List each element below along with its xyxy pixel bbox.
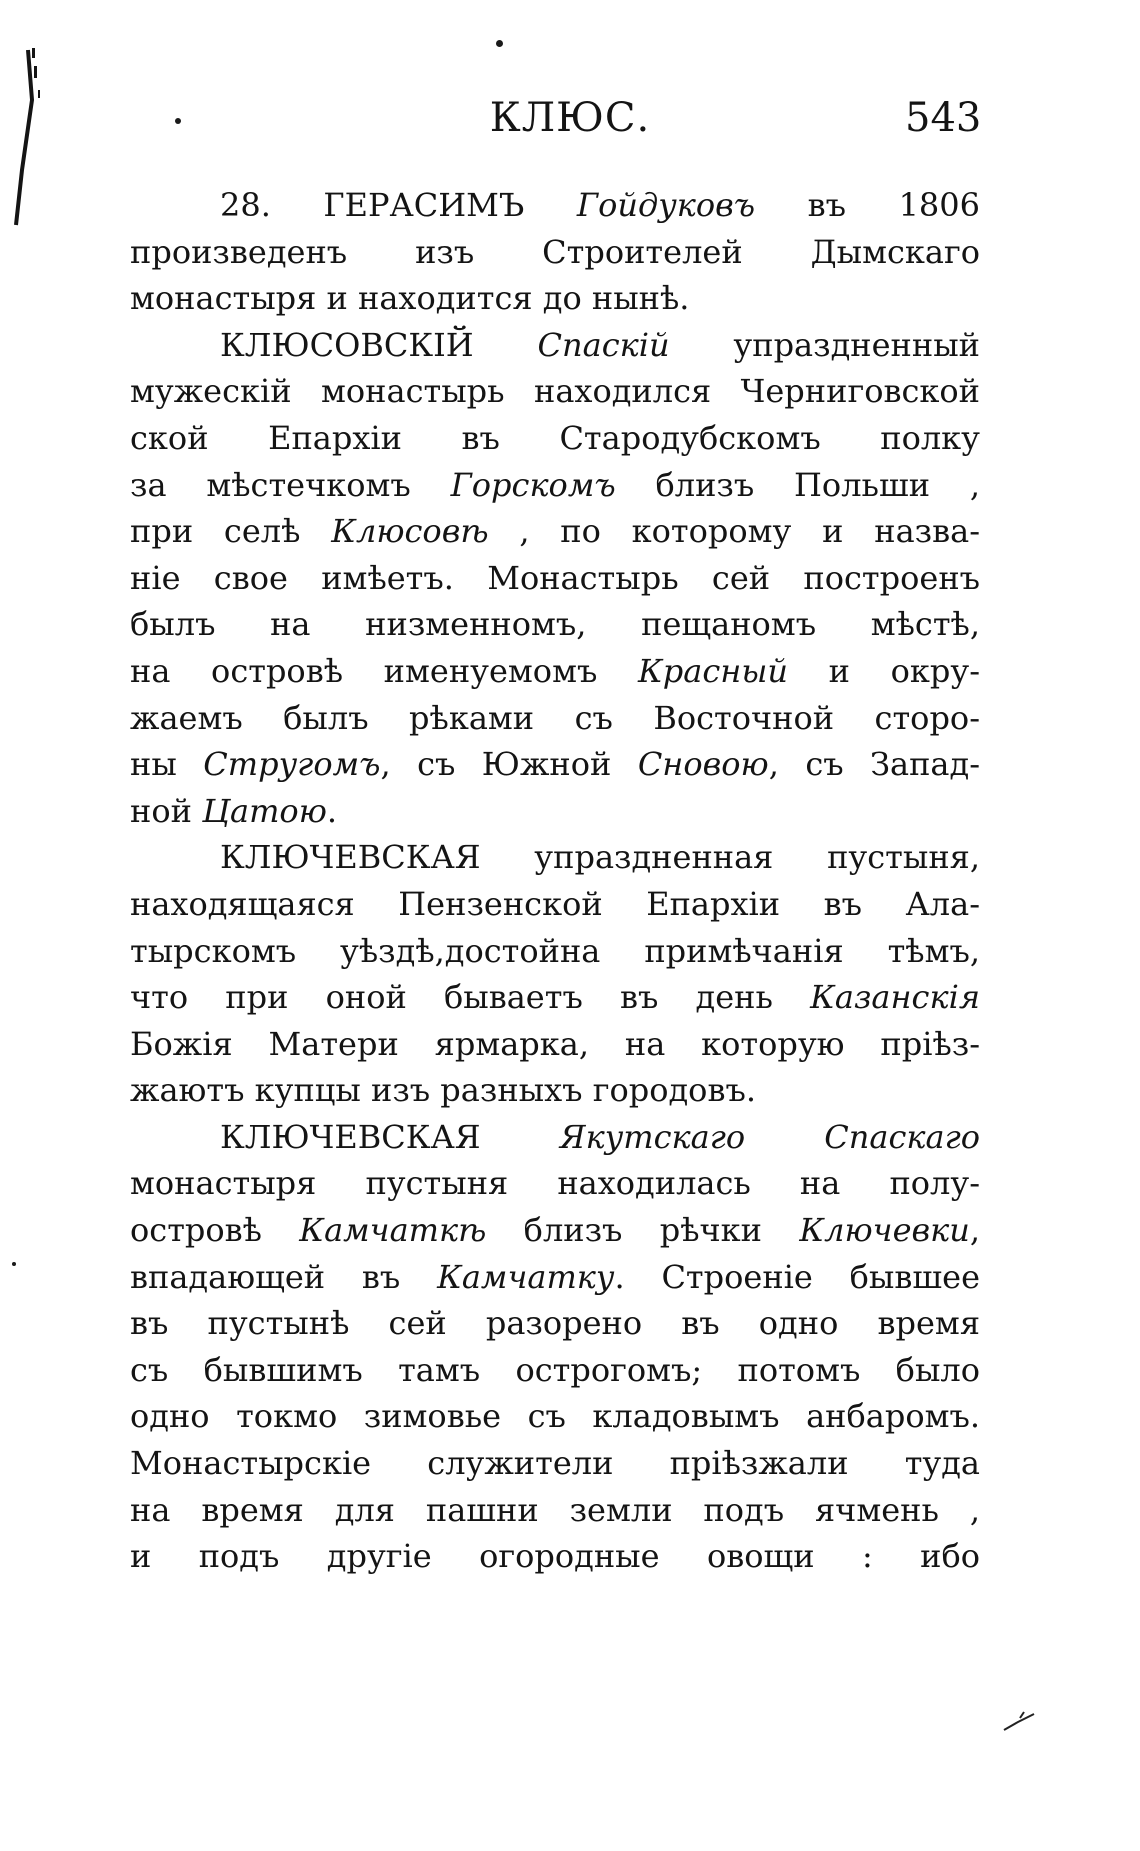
text-line: впадающей въ Камчатку. Строеніе бывшее xyxy=(130,1257,980,1296)
text-line: ны Стругомъ, съ Южной Сновою, съ Запад- xyxy=(130,745,980,784)
text-line: съ бывшимъ тамъ острогомъ; потомъ было xyxy=(130,1350,980,1389)
text-line: что при оной бываетъ въ день Казанскія xyxy=(130,978,980,1017)
text-line: КЛЮЧЕВСКАЯ упраздненная пустыня, xyxy=(220,838,980,877)
text-line: жаютъ купцы изъ разныхъ городовъ. xyxy=(130,1071,756,1110)
text-line: на время для пашни земли подъ ячмень , xyxy=(130,1490,980,1529)
text-line: Божія Матери ярмарка, на которую пріѣз- xyxy=(130,1024,980,1063)
text-line: островѣ Камчаткѣ близъ рѣчки Ключевки, xyxy=(130,1211,980,1250)
text-line: монастыря и находится до нынѣ. xyxy=(130,279,690,318)
text-line: находящаяся Пензенской Епархіи въ Ала- xyxy=(130,884,980,923)
text-line: жаемъ былъ рѣками съ Восточной сторо- xyxy=(130,698,980,737)
ink-scratch-mark xyxy=(1000,1700,1040,1740)
running-header: КЛЮС. xyxy=(489,95,651,141)
text-line: КЛЮЧЕВСКАЯ Якутскаго Спаскаго xyxy=(220,1117,980,1156)
text-line: на островѣ именуемомъ Красный и окру- xyxy=(130,651,980,690)
page-number: 543 xyxy=(905,95,982,141)
text-line: ской Епархіи въ Стародубскомъ полку xyxy=(130,418,980,457)
text-line: мужескій монастырь находился Черниговской xyxy=(130,372,980,411)
text-line: тырскомъ уѣздѣ,достойна примѣчанія тѣмъ, xyxy=(130,931,980,970)
text-line: Монастырскіе служители пріѣзжали туда xyxy=(130,1444,980,1483)
text-line: КЛЮСОВСКІЙ Спаскій упраздненный xyxy=(220,325,980,364)
text-line: одно токмо зимовье съ кладовымъ анбаромъ. xyxy=(130,1397,980,1436)
text-line: при селѣ Клюсовѣ , по которому и назва- xyxy=(130,512,980,551)
text-line: ной Цатою. xyxy=(130,791,338,830)
text-line: произведенъ изъ Строителей Дымскаго xyxy=(130,232,980,271)
ink-speck xyxy=(496,40,503,47)
text-body xyxy=(130,182,980,1580)
text-line: и подъ другіе огородные овощи : ибо xyxy=(130,1537,980,1576)
text-line: 28. ГЕРАСИМЪ Гойдуковъ въ 1806 xyxy=(220,186,980,224)
text-line: въ пустынѣ сей разорено въ одно время xyxy=(130,1304,980,1343)
text-line: монастыря пустыня находилась на полу- xyxy=(130,1164,980,1203)
text-line: былъ на низменномъ, пещаномъ мѣстѣ, xyxy=(130,605,980,644)
text-line: за мѣстечкомъ Горскомъ близъ Польши , xyxy=(130,465,980,504)
text-line: ніе свое имѣетъ. Монастырь сей построенъ xyxy=(130,558,980,597)
ink-speck xyxy=(12,1262,16,1266)
